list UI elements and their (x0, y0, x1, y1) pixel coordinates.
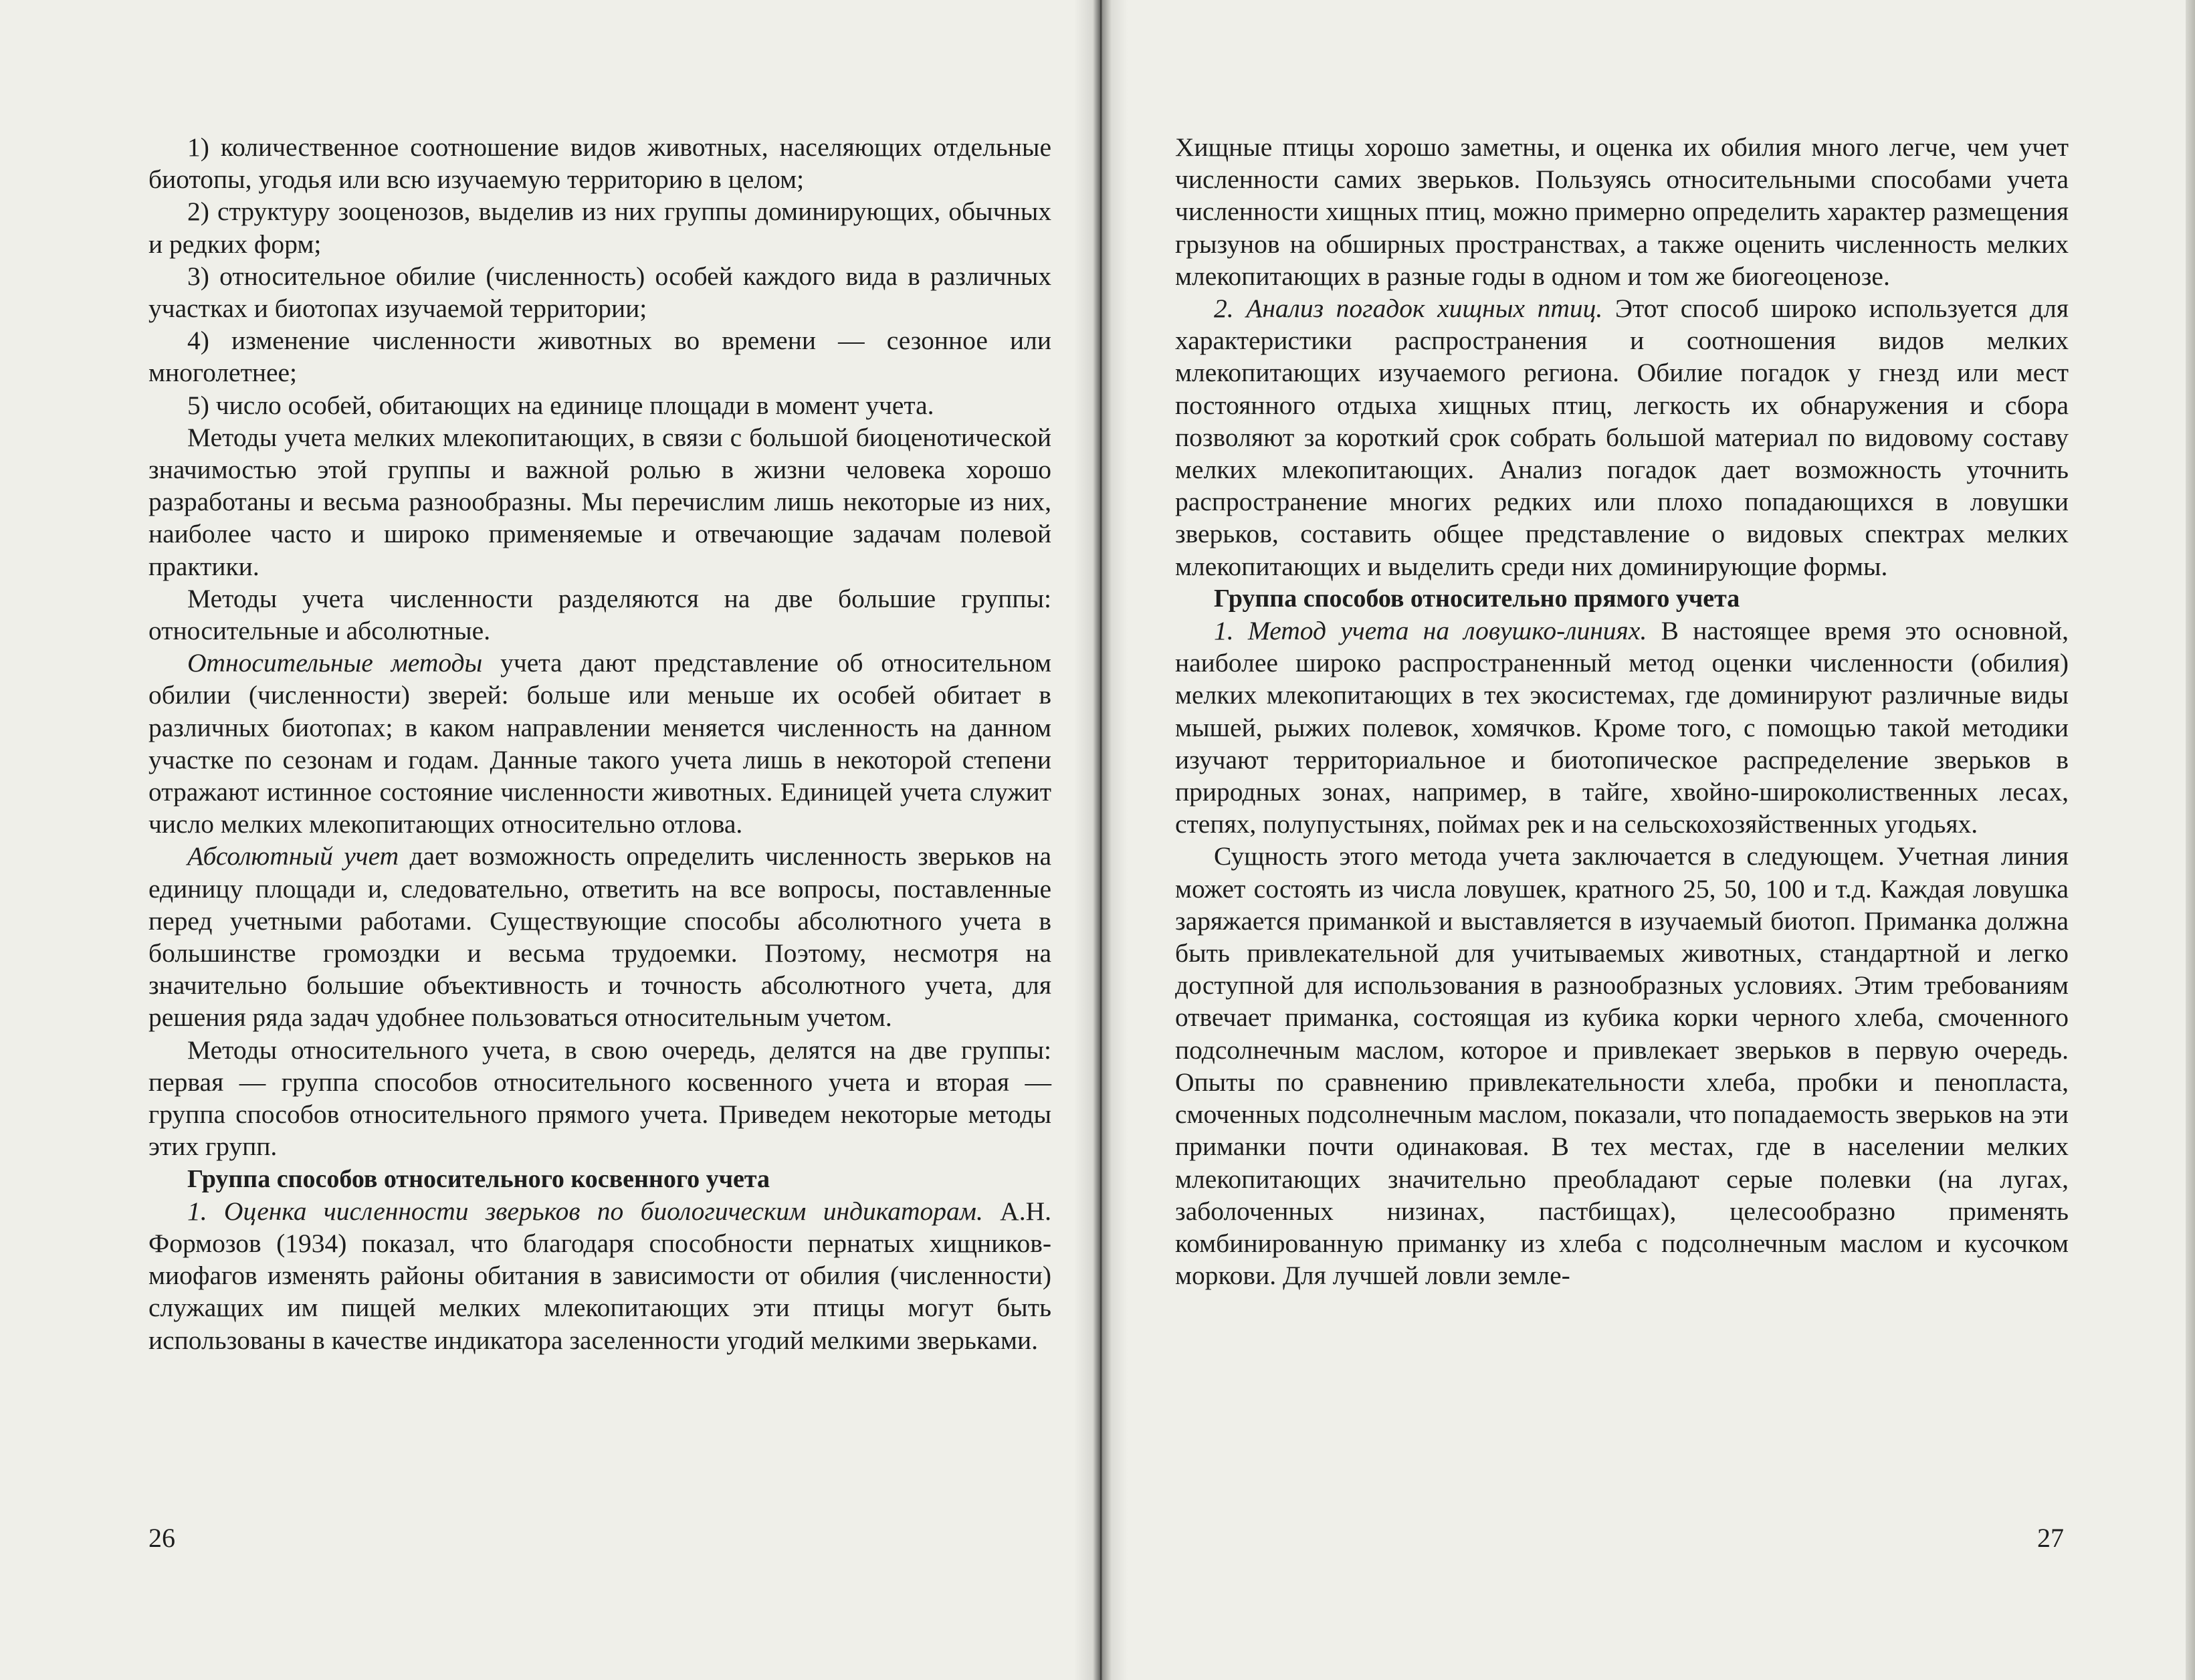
italic-term: Абсолютный учет (187, 841, 399, 871)
paragraph (1175, 292, 2069, 583)
paragraph: 4) изменение численности животных во времени — сезонное или многолетнее; (148, 326, 1051, 388)
italic-term: 1. Метод учета на ловушко-линиях. (1214, 616, 1647, 646)
paragraph: 2) структуру зооценозов, выделив из них группы доминирующих, обычных и редких форм; (148, 197, 1051, 259)
paragraph: Методы относительного учета, в свою очередь, делятся на две группы: первая — группа способов относительного косвенного учета и вторая — группа способов относительного прямого учета. Приведем некоторые методы этих групп. (148, 1035, 1051, 1162)
italic-term: Относительные методы (187, 648, 483, 678)
paragraph: Сущность этого метода учета заключается в следующем. Учетная линия может состоять из числа ловушек, кратного 25, 50, 100 и т.д. Каждая ловушка заряжается приманкой и выставляется в изучаемый биотоп. Приманка должна быть привлекательной для учитываемых животных, стандартной и легко доступной для использования в разнообразных условиях. Этим требованиям отвечает приманка, состоящая из кубика корки черного хлеба, смоченного подсолнечным маслом, которое и привлекает зверьков в первую очередь. Опыты по сравнению привлекательности хлеба, пробки и пенопласта, смоченных подсолнечным маслом, показали, что попадаемость зверьков на эти приманки почти одинаковая. В тех местах, где в населении мелких млекопитающих значительно преобладают серые полевки (на лугах, заболоченных низинах, пастбищах), целесообразно применять комбинированную приманку из хлеба с подсолнечным маслом и кусочком моркови. Для лучшей ловли земле- (1175, 841, 2069, 1291)
section-heading: Группа способов относительного косвенного учета (187, 1164, 770, 1193)
paragraph (148, 647, 1051, 840)
page-edge (2186, 0, 2195, 1680)
paragraph: Методы учета мелких млекопитающих, в связи с большой биоценотической значимостью этой группы и важной ролью в жизни человека хорошо разработаны и весьма разнообразны. Мы перечислим лишь некоторые из них, наиболее часто и широко применяемые и отвечающие задачам полевой практики. (148, 422, 1051, 581)
paragraph: Хищные птицы хорошо заметны, и оценка их обилия много легче, чем учет численности самих зверьков. Пользуясь относительными способами учета численности хищных птиц, можно примерно определить характер размещения грызунов на обширных пространствах, а также оценить численность мелких млекопитающих в разные годы в одном и том же биогеоценозе. (1175, 132, 2069, 291)
right-page-text (1175, 131, 2069, 1291)
paragraph-text: Этот способ широко используется для характеристики распространения и соотношения видов мелких млекопитающих изучаемого региона. Обилие погадок у гнезд или мест постоянного отдыха хищных птиц, легкость их обнаружения и сбора позволяют за короткий срок собрать большой материал по видовому составу мелких млекопитающих. Анализ погадок дает возможность уточнить распространение многих редких или плохо попадающихся в ловушки зверьков, составить общее представление о видовых спектрах мелких млекопитающих и выделить среди них доминирующие формы. (1175, 294, 2069, 581)
right-page (1098, 0, 2195, 1680)
left-page-text (148, 131, 1051, 1356)
page-number: 27 (2037, 1523, 2064, 1553)
paragraph (148, 840, 1051, 1033)
paragraph-text: В настоящее время это основной, наиболее широко распространенный метод оценки численности (обилия) мелких млекопитающих в тех экосистемах, где доминируют различные виды мышей, рыжих полевок, хомячков. Кроме того, с помощью такой методики изучают территориальное и биотопическое распределение зверьков в природных зонах, например, в тайге, хвойно-широколиственных лесах, степях, полупустынях, поймах рек и на сельскохозяйственных угодьях. (1175, 616, 2069, 839)
paragraph (148, 1195, 1051, 1356)
paragraph-text: дает возможность определить численность зверьков на единицу площади и, следовательно, ответить на все вопросы, поставленные перед учетными работами. Существующие способы абсолютного учета в большинстве громоздки и весьма трудоемки. Поэтому, несмотря на значительно большие объективность и точность абсолютного учета, для решения ряда задач удобнее пользоваться относительным учетом. (148, 841, 1051, 1033)
paragraph: 5) число особей, обитающих на единице площади в момент учета. (187, 390, 934, 420)
italic-term: 2. Анализ погадок хищных птиц. (1214, 294, 1603, 324)
paragraph: 3) относительное обилие (численность) особей каждого вида в различных участках и биотопах изучаемой территории; (148, 261, 1051, 324)
paragraph-text: А.Н. Формозов (1934) показал, что благодаря способности пернатых хищников-миофагов изменять районы обитания в зависимости от обилия (численности) служащих им пищей мелких млекопитающих эти птицы могут быть использованы в качестве индикатора заселенности угодий мелкими зверьками. (148, 1196, 1051, 1355)
page-number: 26 (148, 1523, 175, 1553)
section-heading: Группа способов относительно прямого учета (1214, 584, 1740, 613)
paragraph: Методы учета численности разделяются на две большие группы: относительные и абсолютные. (148, 583, 1051, 646)
paragraph-text: учета дают представление об относительном обилии (численности) зверей: больше или меньше их особей обитает в различных биотопах; в каком направлении меняется численность на данном участке по сезонам и годам. Данные такого учета лишь в некоторой степени отражают истинное состояние численности животных. Единицей учета служит число мелких млекопитающих относительно отлова. (148, 648, 1051, 839)
paragraph (1175, 615, 2069, 840)
italic-term: 1. Оценка численности зверьков по биологическим индикаторам. (187, 1196, 983, 1226)
paragraph: 1) количественное соотношение видов животных, населяющих отдельные биотопы, угодья или всю изучаемую территорию в целом; (148, 132, 1051, 195)
